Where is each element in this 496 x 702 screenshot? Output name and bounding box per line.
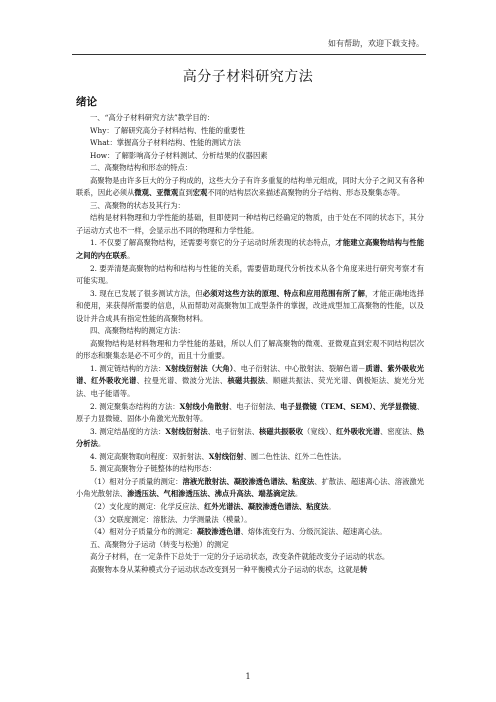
text-run: 。 — [127, 251, 135, 261]
bold-text: 红外光谱法、凝胶渗透色谱法、粘度法 — [204, 501, 329, 511]
paragraph — [76, 200, 424, 213]
text-run: 四、高聚物结构的测定方法： — [90, 326, 185, 336]
bold-text: X射线衍射法（大角） — [165, 363, 234, 373]
paragraph — [76, 551, 424, 564]
section-heading: 绪论 — [76, 96, 97, 108]
bold-text: X射线小角散射 — [179, 401, 230, 411]
paragraph — [76, 526, 424, 539]
text-run: 、电子衍射法、 — [229, 401, 281, 411]
paragraph — [76, 212, 424, 237]
text-run: 、原子力显微镜、固体小角激光光散射等。 — [76, 401, 425, 424]
text-run: （2）支化度的测定：化学反应法、 — [90, 501, 205, 511]
text-run: 、扩散法、超速离心法、溶液激光小角光散射法、 — [76, 476, 425, 499]
bold-text: 溶液光散射法、凝胶渗透色谱法、粘度法 — [182, 476, 315, 486]
text-run: 高聚物本身从某种模式分子运动状态改变到另一种平衡模式分子运动的状态，这就是 — [90, 564, 360, 574]
text-run: 、拉曼光谱、微波分光法、 — [136, 376, 228, 386]
paragraph — [76, 476, 424, 501]
text-run: 3. 现在已发展了很多测试方法，但 — [90, 288, 203, 298]
text-run: 1. 不仅要了解高聚物结构，还需要考察它的分子运动时所表现的状态特点， — [90, 238, 336, 248]
text-run: 2. 测定聚集态结构的方法： — [90, 401, 180, 411]
text-run: What：掌握高分子材料结构、性能的测试方法 — [90, 138, 241, 148]
bold-text: 微观、亚微观 — [134, 188, 179, 198]
text-run: 1. 测定链结构的方法： — [90, 363, 166, 373]
text-run: 、密度法、 — [380, 426, 417, 436]
bold-text: 核磁共振吸收 — [259, 426, 304, 436]
paragraph — [76, 501, 424, 514]
text-run: 、电子衍射法、 — [207, 426, 260, 436]
text-run: 。 — [294, 489, 303, 499]
text-run: 结构是材料物理和力学性能的基础，但即使同一种结构已经确定的物质，由于处在不同的状态下，其分子运动方式也不一样，会显示出不同的物理和力学性能。 — [76, 213, 424, 235]
text-run: （宽线）、 — [303, 426, 337, 436]
text-run: 4. 测定高聚物取向程度：双折射法、 — [90, 451, 209, 461]
paragraph — [76, 288, 424, 326]
bold-text: 渗透压法、气相渗透压法、沸点升高法、端基滴定法 — [127, 489, 295, 499]
text-run: Why：了解研究高分子材料结构、性能的重要性 — [90, 125, 245, 135]
page-number: 1 — [245, 672, 251, 681]
text-run: 3. 测定结晶度的方法： — [90, 426, 166, 436]
bold-text: X射线衍射 — [208, 451, 244, 461]
text-run: 高聚物结构是材料物理和力学性能的基础，所以人们了解高聚物的微观、亚微观直到宏观不同结构层次的形态和聚集态是必不可少的，而且十分重要。 — [76, 338, 424, 361]
text-run: 2. 要弄清楚高聚物的结构和结构与性能的关系，需要借助现代分析技术从各个角度来进行研究考察才有可能实现。 — [76, 263, 424, 286]
bold-text: 质谱、紫外吸收光谱、红外吸收光谱 — [76, 363, 425, 386]
paragraph — [76, 401, 424, 426]
text-run: （4）相对分子质量分布的测定： — [90, 527, 197, 537]
paragraph — [76, 137, 424, 150]
text-run: 一、“高分子材料研究方法”教学目的： — [90, 113, 215, 122]
paragraph — [76, 325, 424, 338]
bold-text: 电子显微镜（TEM、SEM）、光学显微镜 — [280, 401, 417, 411]
bold-text: 凝胶渗透色谱 — [196, 527, 241, 537]
paragraph — [76, 338, 424, 363]
text-run: 五、高聚物分子运动（转变与松弛）的测定 — [90, 539, 229, 549]
text-run: 直到 — [178, 188, 193, 198]
paragraph — [76, 564, 424, 577]
paragraph — [76, 539, 424, 552]
text-run: 高分子材料，在一定条件下总处于一定的分子运动状态，改变条件就能改变分子运动的状态。 — [90, 552, 390, 562]
paragraph — [76, 363, 424, 401]
text-run: （3）交联度测定：溶胀法、力学测量法（模量）。 — [90, 514, 252, 524]
body-text — [76, 112, 424, 576]
text-run: 、电子衍射法、中心散射法、裂解色谱－ — [233, 363, 366, 373]
text-run: 、熔体流变行为、分级沉淀法、超速离心法。 — [240, 527, 387, 537]
header-note: 如有帮助，欢迎下载支持。 — [328, 39, 424, 48]
bold-text: 核磁共振法 — [227, 376, 266, 386]
paragraph — [76, 150, 424, 163]
paragraph — [76, 463, 424, 476]
paragraph — [76, 162, 424, 175]
document-title: 高分子材料研究方法 — [182, 69, 314, 85]
text-run: 。 — [328, 501, 336, 511]
text-run: （1）相对分子质量的测定： — [90, 476, 183, 486]
paragraph — [76, 112, 424, 125]
paragraph — [76, 237, 424, 262]
text-run: 。 — [97, 439, 106, 449]
text-run: 、顺磁共振法、荧光光谱、偶极矩法、旋光分光法、电子能谱等。 — [76, 376, 425, 399]
text-run: ，才能正确地选择和使用，来获得所需要的信息，从而帮助对高聚物加工成型条件的掌握，改进成型加工高聚物的性能，以及设计并合成具有指定性能的高聚物材料。 — [76, 288, 425, 323]
bold-text: 转 — [359, 564, 368, 574]
bold-text: 红外吸收光谱 — [336, 426, 381, 436]
paragraph — [76, 263, 424, 288]
bold-text: 才能建立高聚物结构与性能之间的内在联系 — [76, 238, 425, 261]
bold-text: 必须对这些方法的原理、特点和应用范围有所了解 — [202, 288, 366, 298]
bold-text: 宏观 — [192, 188, 208, 198]
header-rule — [72, 54, 426, 55]
text-run: 、圆二色性法、红外二色性法。 — [243, 451, 346, 461]
text-run: How：了解影响高分子材料测试、分析结果的仪器因素 — [90, 150, 268, 160]
text-run: 高聚物是由许多巨大的分子构成的，这些大分子有许多重复的结构单元组成，同时大分子之间又有各种联系，因此必须从 — [76, 175, 424, 198]
paragraph — [76, 175, 424, 200]
paragraph — [76, 125, 424, 138]
paragraph — [76, 451, 424, 464]
paragraph — [76, 426, 424, 451]
bold-text: X射线衍射法 — [165, 426, 208, 436]
bold-text: 热分析法 — [76, 426, 425, 449]
text-run: 5. 测定高聚物分子链整体的结构形态： — [90, 464, 217, 474]
paragraph — [76, 514, 424, 527]
text-run: 二、高聚物结构和形态的特点： — [90, 163, 193, 173]
text-run: 不同的结构层次来描述高聚物的分子结构、形态及聚集态等。 — [207, 188, 405, 198]
text-run: 三、高聚物的状态及其行为： — [90, 200, 185, 210]
